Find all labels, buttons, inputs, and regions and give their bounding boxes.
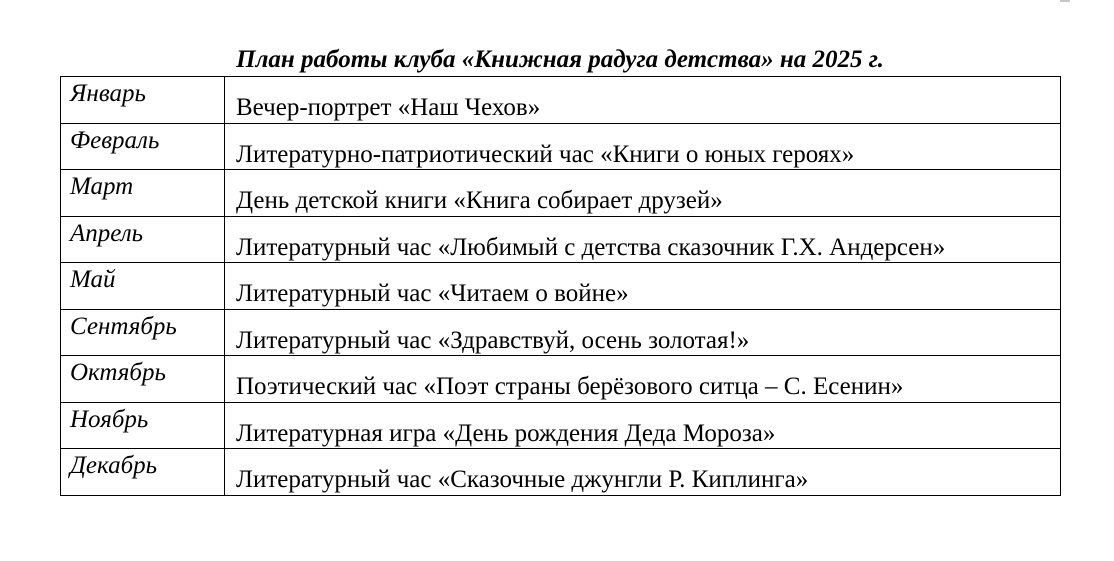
page-corner-mark <box>1060 0 1070 2</box>
plan-table <box>60 76 1061 496</box>
month-cell <box>61 309 225 356</box>
month-cell <box>61 263 225 310</box>
document-title: План работы клуба «Книжная радуга детства» на 2025 г. <box>236 46 884 73</box>
month-label: Май <box>70 266 116 293</box>
event-cell <box>225 170 1061 217</box>
month-label: Январь <box>70 80 146 107</box>
month-cell <box>61 402 225 449</box>
event-cell <box>225 309 1061 356</box>
event-cell <box>225 449 1061 496</box>
table-row <box>61 263 1061 310</box>
event-label: Вечер-портрет «Наш Чехов» <box>236 94 541 121</box>
event-cell <box>225 263 1061 310</box>
month-cell <box>61 77 225 124</box>
event-cell <box>225 402 1061 449</box>
event-cell <box>225 77 1061 124</box>
month-cell <box>61 216 225 263</box>
month-cell <box>61 123 225 170</box>
table-row <box>61 77 1061 124</box>
month-label: Апрель <box>70 219 144 247</box>
event-cell <box>225 123 1061 170</box>
month-label: Октябрь <box>70 359 166 386</box>
event-label: День детской книги «Книга собирает друзей» <box>236 187 723 214</box>
month-cell <box>61 449 225 496</box>
month-label: Сентябрь <box>70 312 177 340</box>
event-label: Литературная игра «День рождения Деда Мороза» <box>236 419 776 447</box>
table-row <box>61 402 1061 449</box>
month-cell <box>61 356 225 403</box>
event-cell <box>225 216 1061 263</box>
event-label: Литературно-патриотический час «Книги о юных героях» <box>236 140 855 168</box>
table-row <box>61 123 1061 170</box>
table-row <box>61 356 1061 403</box>
event-label: Литературный час «Читаем о войне» <box>236 280 629 307</box>
table-row <box>61 216 1061 263</box>
table-row <box>61 449 1061 496</box>
month-label: Февраль <box>70 126 160 154</box>
month-cell <box>61 170 225 217</box>
event-label: Литературный час «Сказочные джунгли Р. Киплинга» <box>236 466 809 493</box>
event-label: Поэтический час «Поэт страны берёзового ситца – С. Есенин» <box>236 373 904 400</box>
month-label: Ноябрь <box>70 405 149 433</box>
table-row <box>61 170 1061 217</box>
table-row <box>61 309 1061 356</box>
month-label: Март <box>70 173 134 200</box>
event-label: Литературный час «Здравствуй, осень золотая!» <box>236 326 750 354</box>
event-label: Литературный час «Любимый с детства сказочник Г.Х. Андерсен» <box>236 233 946 261</box>
month-label: Декабрь <box>70 452 158 479</box>
event-cell <box>225 356 1061 403</box>
